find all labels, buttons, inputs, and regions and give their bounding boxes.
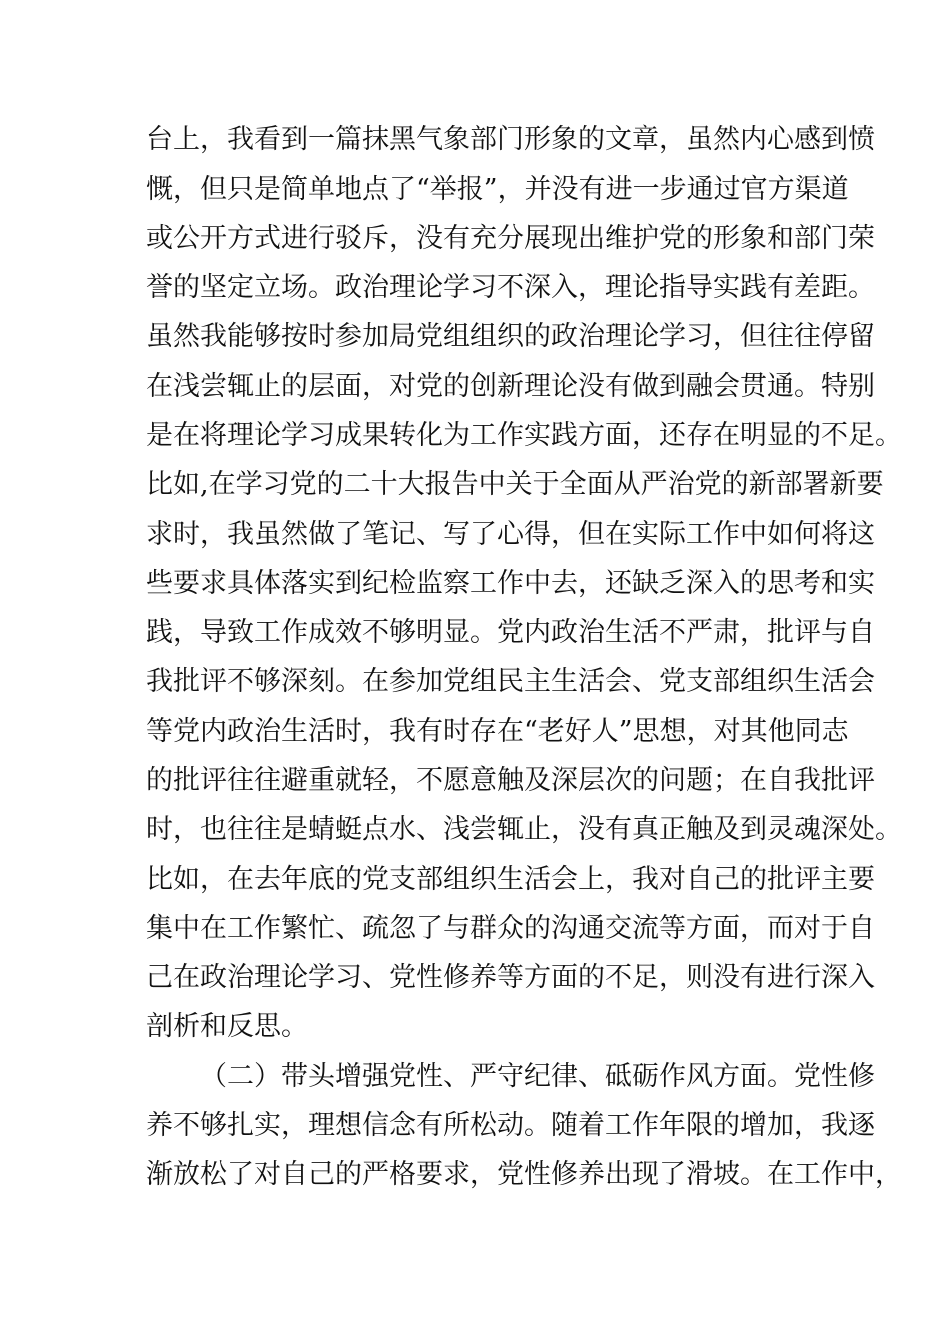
text-line: 求时，我虽然做了笔记、写了心得，但在实际工作中如何将这 [146, 519, 875, 550]
text-line: 比如,在学习党的二十大报告中关于全面从严治党的新部署新要 [146, 469, 884, 500]
text-line: 践，导致工作成效不够明显。党内政治生活不严肃，批评与自 [146, 617, 875, 648]
text-line: 在浅尝辄止的层面，对党的创新理论没有做到融会贯通。特别 [146, 371, 875, 402]
text-line: 我批评不够深刻。在参加党组民主生活会、党支部组织生活会 [146, 666, 875, 697]
text-line: 些要求具体落实到纪检监察工作中去，还缺乏深入的思考和实 [146, 568, 875, 599]
section-heading-line: （二）带头增强党性、严守纪律、砥砺作风方面。党性修 [200, 1061, 875, 1092]
text-line: 渐放松了对自己的严格要求，党性修养出现了滑坡。在工作中， [146, 1159, 902, 1190]
text-line: 誉的坚定立场。政治理论学习不深入，理论指导实践有差距。 [146, 272, 875, 303]
text-line: 时，也往往是蜻蜓点水、浅尝辄止，没有真正触及到灵魂深处。 [146, 814, 902, 845]
text-line: 台上，我看到一篇抹黑气象部门形象的文章，虽然内心感到愤 [146, 124, 875, 155]
text-line: 等党内政治生活时，我有时存在“老好人”思想，对其他同志 [146, 716, 849, 747]
text-line: 集中在工作繁忙、疏忽了与群众的沟通交流等方面，而对于自 [146, 913, 875, 944]
text-line: 或公开方式进行驳斥，没有充分展现出维护党的形象和部门荣 [146, 223, 875, 254]
text-line: 的批评往往避重就轻，不愿意触及深层次的问题；在自我批评 [146, 765, 875, 796]
text-line: 是在将理论学习成果转化为工作实践方面，还存在明显的不足。 [146, 420, 902, 451]
text-line: 养不够扎实，理想信念有所松动。随着工作年限的增加，我逐 [146, 1110, 875, 1141]
text-line: 慨，但只是简单地点了“举报”，并没有进一步通过官方渠道 [146, 174, 849, 205]
text-line: 比如，在去年底的党支部组织生活会上，我对自己的批评主要 [146, 864, 875, 895]
text-line: 剖析和反思。 [146, 1011, 308, 1042]
text-line: 虽然我能够按时参加局党组组织的政治理论学习，但往往停留 [146, 321, 875, 352]
text-line: 己在政治理论学习、党性修养等方面的不足，则没有进行深入 [146, 962, 875, 993]
